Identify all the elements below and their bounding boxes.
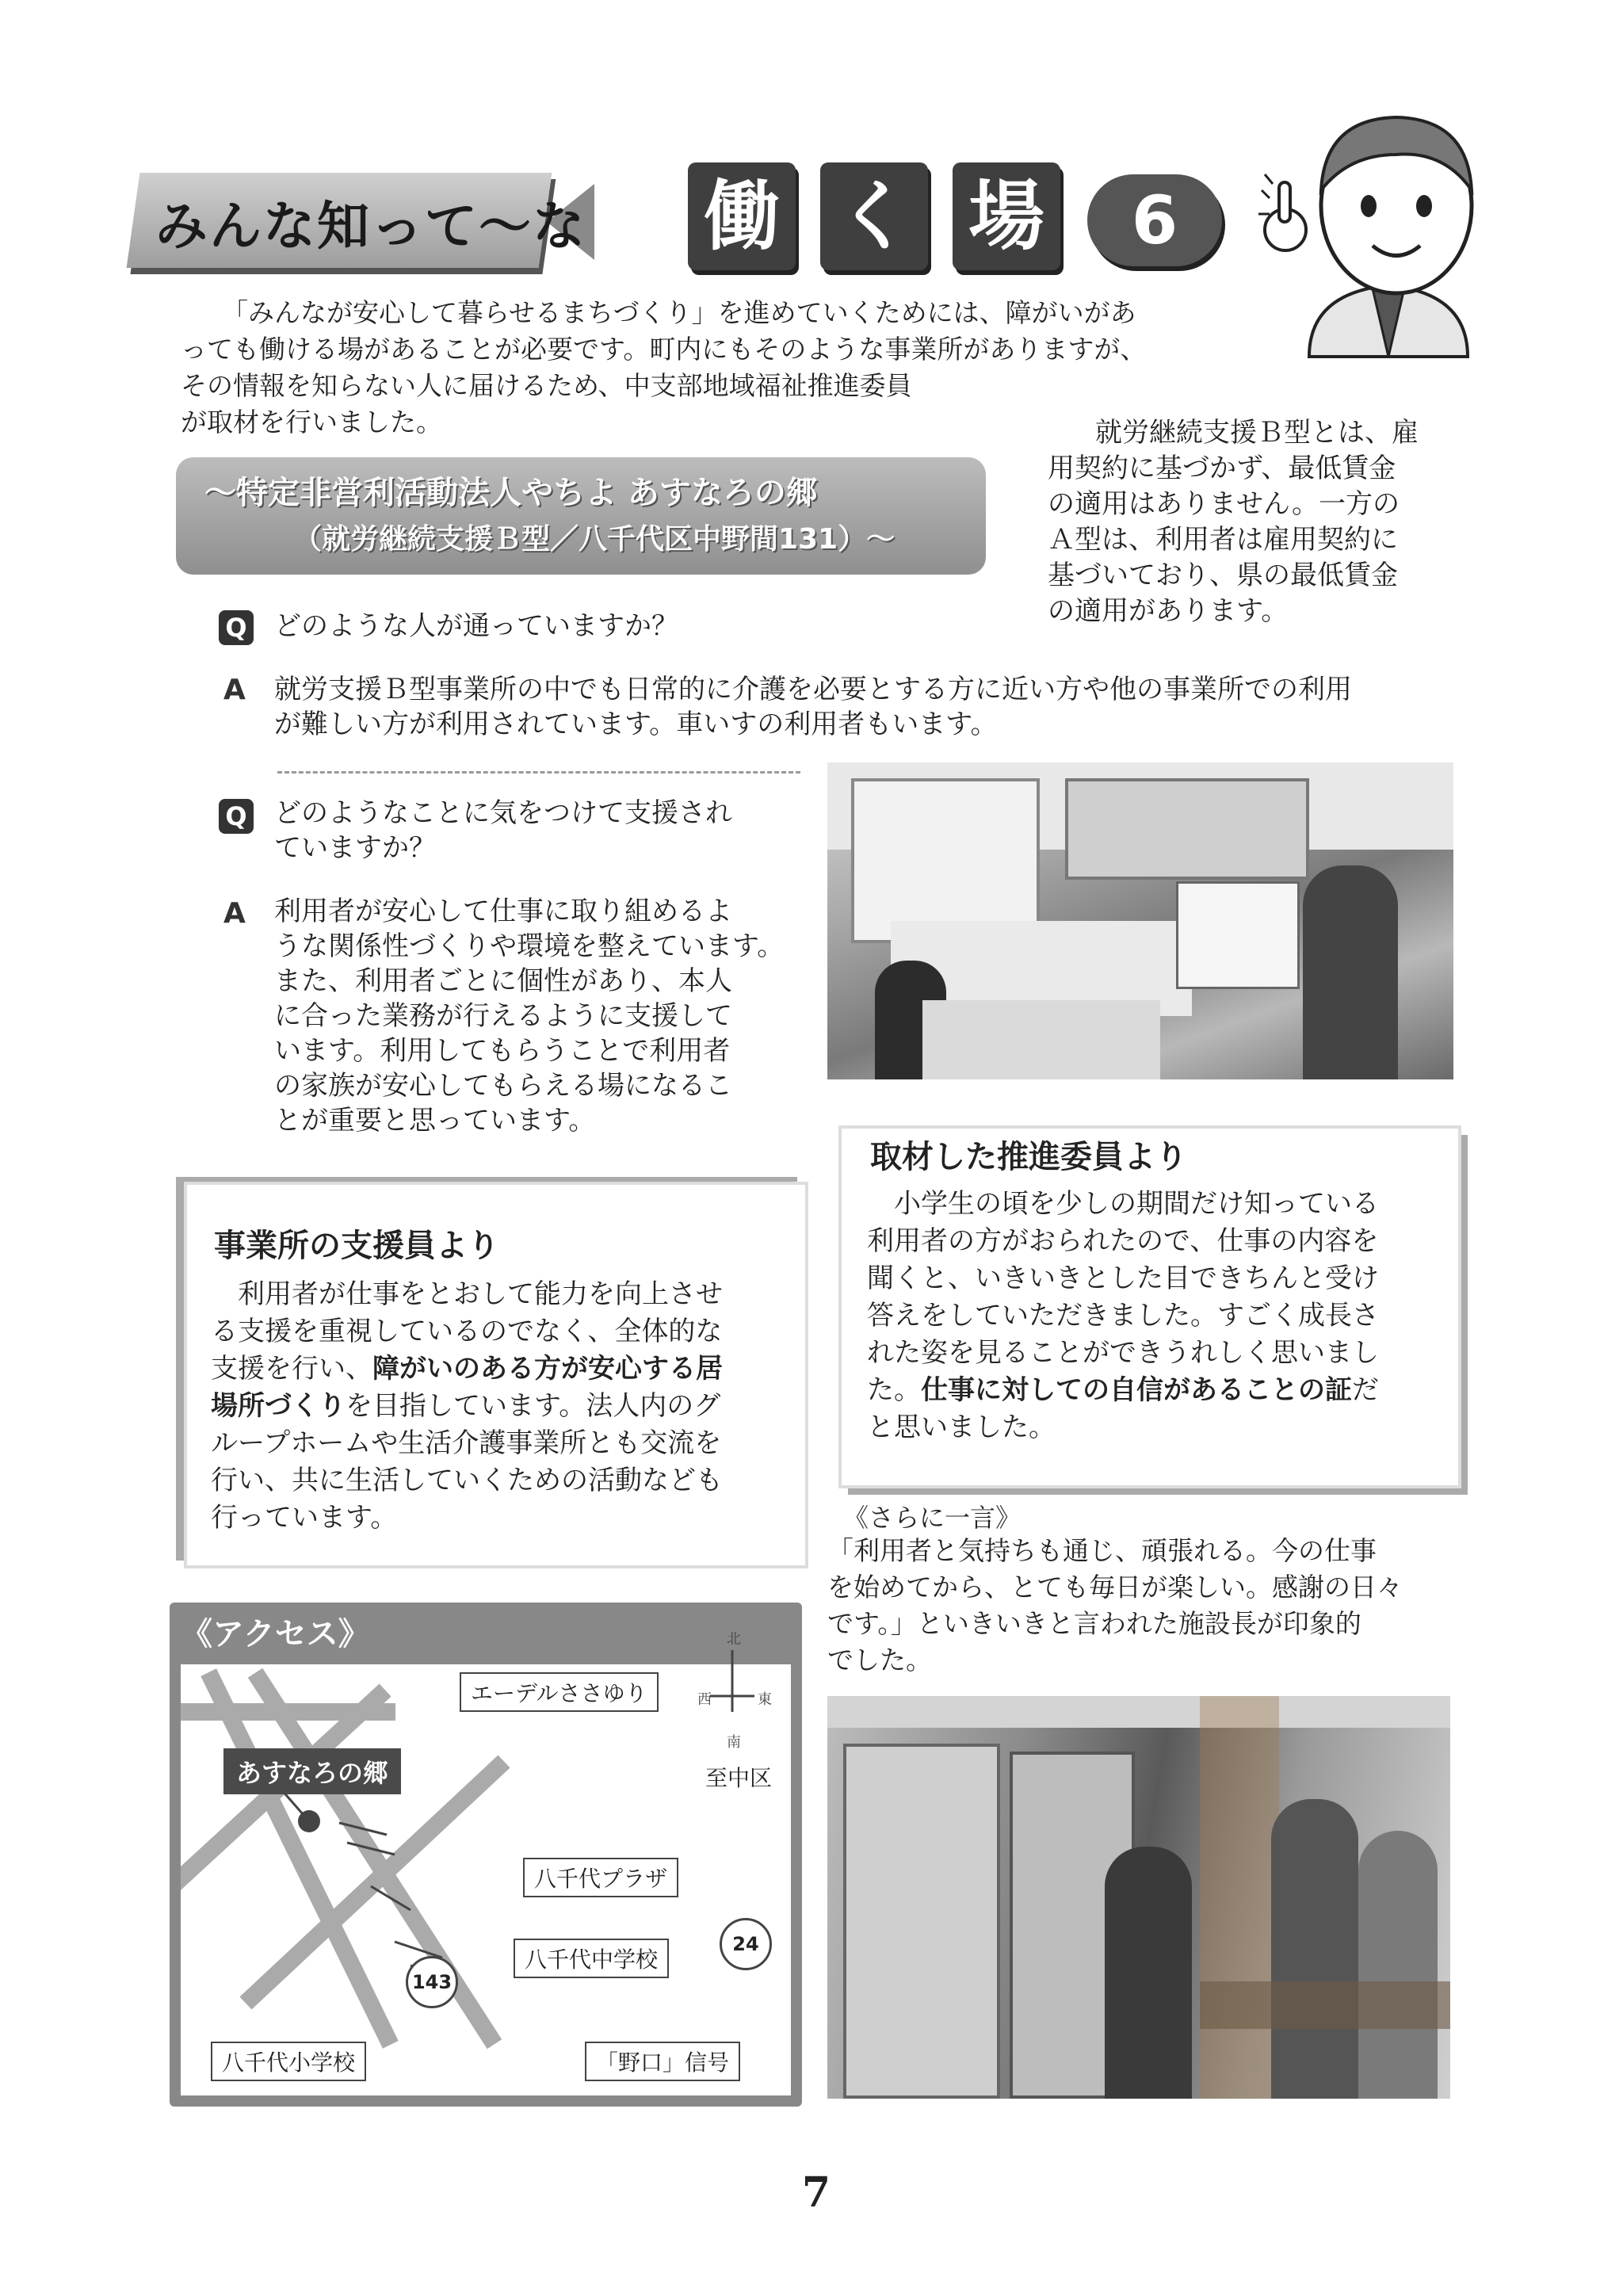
answer-line: とが重要と思っています。 [274,1105,596,1137]
organization-detail: （就労継続支援Ｂ型／八千代区中野間131）〜 [293,523,896,556]
support-line: る支援を重視しているのでなく、全体的な [211,1316,723,1347]
character-illustration [1254,95,1523,372]
page-number: 7 [801,2168,831,2217]
compass-east: 東 [758,1691,772,1708]
question-1: どのような人が通っていますか？ [274,610,678,642]
support-line: 利用者が仕事をとおして能力を向上させ [238,1278,723,1310]
support-line: 行っています。 [211,1502,398,1534]
question-2 [274,796,732,865]
committee-line: 利用者の方がおられたので、仕事の内容を [867,1225,1379,1257]
map-roads [181,1664,791,2095]
question-mark-icon: Q [219,799,254,834]
side-note-line: 用契約に基づかず、最低賃金 [1048,453,1396,484]
title-char-3: 場 [953,162,1060,270]
more-comment-text [827,1533,1461,1679]
more-line: 「利用者と気持ちも通じ、頑張れる。今の仕事 [827,1535,1377,1566]
compass-south: 南 [727,1734,741,1751]
support-line [211,1350,797,1388]
series-number-badge: 6 [1087,174,1222,266]
text-fragment: 支援を行い、 [211,1353,372,1385]
emphasis-text: 仕事に対しての自信があることの証 [921,1374,1352,1406]
committee-body [867,1186,1453,1446]
landmark-yachiyo-plaza: 八千代プラザ [523,1858,678,1897]
compass-west: 西 [697,1691,712,1708]
answer-line: に合った業務が行えるように支援して [274,1000,732,1032]
committee-line [867,1372,1453,1409]
b-type-explanation [1048,415,1450,629]
more-line: でした。 [827,1645,932,1675]
intro-line: 「みんなが安心して暮らせるまちづくり」を進めていくためには、障がいがあ [222,297,1136,328]
committee-line: と思いました。 [867,1412,1056,1443]
committee-title: 取材した推進委員より [870,1139,1187,1175]
intro-line: が取材を行いました。 [181,407,442,437]
route-143-sign: 143 [406,1956,458,2008]
question-line: どのようなことに気をつけて支援され [274,797,732,829]
more-line: です。」といきいきと言われた施設長が印象的 [827,1608,1361,1639]
support-staff-body [211,1276,797,1537]
answer-line: 就労支援Ｂ型事業所の中でも日常的に介護を必要とする方に近い方や他の事業所での利用 [274,674,1352,705]
landmark-edel-sasayuri: エーデルささゆり [460,1672,659,1712]
answer-1 [274,672,1463,742]
divider [277,771,800,774]
answer-line: また、利用者ごとに個性があり、本人 [274,965,732,997]
destination-asunaro: あすなろの郷 [223,1748,401,1794]
committee-line: れた姿を見ることができうれしく思いまし [867,1337,1379,1369]
text-fragment: を目指しています。法人内のグ [346,1390,721,1422]
emphasis-text: 場所づくり [211,1390,346,1422]
answer-line: の家族が安心してもらえる場になるこ [274,1070,732,1102]
answer-line: が難しい方が利用されています。車いすの利用者もいます。 [274,709,998,740]
side-note-line: 基づいており、県の最低賃金 [1048,560,1398,591]
banner-text: みんな知って〜な [155,196,586,257]
side-note-line: Ａ型は、利用者は雇用契約に [1048,524,1398,556]
direction-naka-ku: 至中区 [705,1765,773,1791]
question-line: ていますか？ [274,832,436,864]
support-staff-title: 事業所の支援員より [214,1228,499,1264]
question-mark-icon: Q [219,610,254,645]
landmark-yachiyo-elementary: 八千代小学校 [211,2042,366,2081]
text-fragment: た。 [867,1374,921,1406]
intro-line: その情報を知らない人に届けるため、中支部地域福祉推進委員 [181,370,912,401]
title-char-2: く [820,162,928,270]
text-fragment: だ [1352,1374,1379,1406]
answer-mark: A [223,897,246,930]
compass-north: 北 [727,1631,741,1648]
more-line: を始めてから、とても毎日が楽しい。感謝の日々 [827,1572,1403,1603]
answer-2 [274,894,829,1138]
route-24-sign: 24 [720,1918,772,1970]
answer-mark: A [223,674,246,706]
answer-line: います。利用してもらうことで利用者 [274,1035,731,1067]
emphasis-text: 障がいのある方が安心する居 [372,1353,723,1385]
workplace-photo [827,762,1453,1079]
title-char-1: 働 [688,162,796,270]
facility-entrance-photo [827,1696,1450,2099]
committee-line: 小学生の頃を少しの期間だけ知っている [894,1188,1379,1220]
answer-line: 利用者が安心して仕事に取り組めるよ [274,896,732,927]
side-note-line: 就労継続支援Ｂ型とは、雇 [1095,417,1419,449]
committee-line: 答えをしていただきました。すごく成長さ [867,1300,1379,1331]
support-line: ループホームや生活介護事業所とも交流を [211,1427,722,1459]
support-line [211,1388,797,1425]
more-comment-label: 《さらに一言》 [843,1503,1022,1533]
support-line: 行い、共に生活していくための活動なども [211,1465,723,1496]
access-title: 《アクセス》 [181,1616,370,1652]
organization-name: 〜特定非営利活動法人やちよ あすなろの郷 [204,475,818,511]
intro-line: っても働ける場があることが必要です。町内にもそのような事業所がありますが、 [181,334,1147,365]
landmark-yachiyo-jhs: 八千代中学校 [514,1939,669,1978]
committee-line: 聞くと、いきいきとした目できちんと受け [867,1263,1379,1294]
landmark-noguchi-signal: 「野口」信号 [585,2042,740,2081]
side-note-line: の適用があります。 [1048,595,1289,627]
answer-line: うな関係性づくりや環境を整えています。 [274,930,785,962]
side-note-line: の適用はありません。一方の [1048,488,1400,520]
